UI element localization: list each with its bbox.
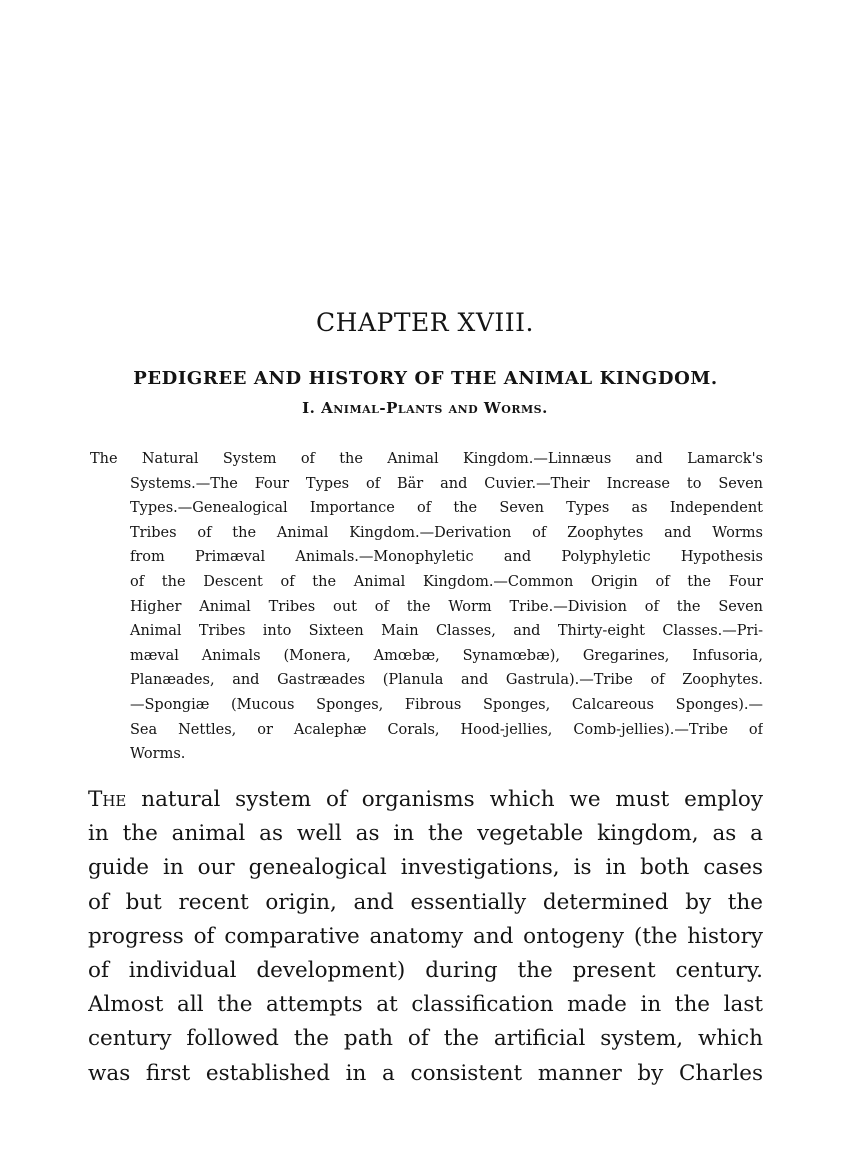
body-paragraph xyxy=(88,783,763,1091)
summary-line: Animal Tribes into Sixteen Main Classes, and Thirty-eight Classes.—Pri- xyxy=(130,623,763,640)
body-line-text: natural system of organisms which we must employ xyxy=(126,787,763,812)
summary-line: Sea Nettles, or Acalephæ Corals, Hood-jellies, Comb-jellies).—Tribe of xyxy=(130,721,763,738)
body-line: Almost all the attempts at classification made in the last xyxy=(88,992,763,1018)
body-line: progress of comparative anatomy and ontogeny (the history xyxy=(88,923,763,949)
body-line: guide in our genealogical investigations, is in both cases xyxy=(88,855,763,881)
summary-line: —Spongiæ (Mucous Sponges, Fibrous Sponges, Calcareous Sponges).— xyxy=(130,696,763,713)
chapter-heading: PEDIGREE AND HISTORY OF THE ANIMAL KINGDOM. xyxy=(133,368,718,389)
summary-line: Types.—Genealogical Importance of the Seven Types as Independent xyxy=(130,500,763,517)
summary-line: Systems.—The Four Types of Bär and Cuvier.—Their Increase to Seven xyxy=(130,475,763,492)
body-line: was first established in a consistent manner by Charles xyxy=(88,1060,763,1086)
body-line: of individual development) during the present century. xyxy=(88,957,763,983)
summary-line: Higher Animal Tribes out of the Worm Tribe.—Division of the Seven xyxy=(130,598,763,615)
body-line: century followed the path of the artificial system, which xyxy=(88,1026,763,1052)
chapter-summary xyxy=(90,447,763,767)
chapter-title: CHAPTER XVIII. xyxy=(316,308,534,337)
summary-line: Planæades, and Gastræades (Planula and Gastrula).—Tribe of Zoophytes. xyxy=(130,672,763,689)
lead-word: The xyxy=(88,787,127,812)
summary-line: The Natural System of the Animal Kingdom.—Linnæus and Lamarck's xyxy=(90,451,763,467)
summary-line: Tribes of the Animal Kingdom.—Derivation of Zoophytes and Worms xyxy=(130,524,763,541)
summary-line: mæval Animals (Monera, Amœbæ, Synamœbæ), Gregarines, Infusoria, xyxy=(130,647,763,664)
summary-line: Worms. xyxy=(130,746,186,763)
body-line: of but recent origin, and essentially determined by the xyxy=(88,889,763,915)
summary-line: of the Descent of the Animal Kingdom.—Common Origin of the Four xyxy=(130,573,763,590)
summary-line: from Primæval Animals.—Monophyletic and Polyphyletic Hypothesis xyxy=(130,549,763,566)
body-line xyxy=(88,783,763,817)
body-line: in the animal as well as in the vegetable kingdom, as a xyxy=(88,821,763,847)
section-subheading: I. Animal-Plants and Worms. xyxy=(302,399,548,417)
